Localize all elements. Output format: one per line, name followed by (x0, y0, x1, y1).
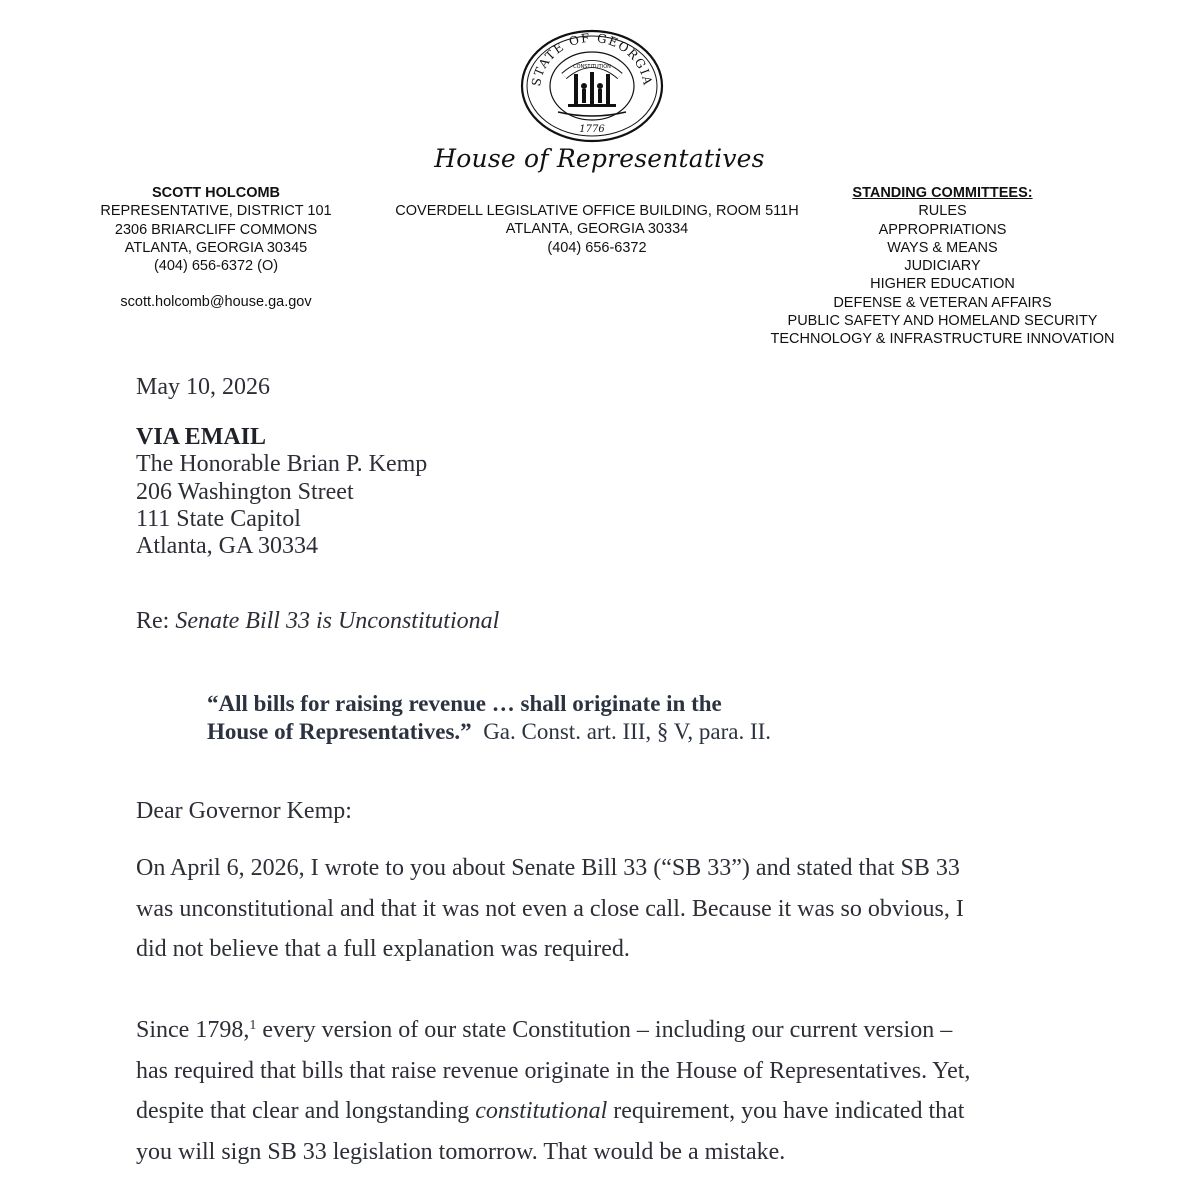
quote-citation: Ga. Const. art. III, § V, para. II. (483, 718, 772, 744)
paragraph-2-text: requirement, you have indicated that (607, 1098, 965, 1124)
subject-prefix: Re: (136, 608, 176, 634)
recipient-building: 111 State Capitol (136, 505, 301, 532)
seal-banner-text: CONSTITUTION (573, 64, 611, 70)
paragraph-2-line: you will sign SB 33 legislation tomorrow. That would be a mistake. (136, 1138, 786, 1165)
standing-committees-block (740, 184, 1145, 349)
subject-text: Senate Bill 33 is Unconstitutional (175, 608, 500, 634)
representative-phone: (404) 656-6372 (O) (153, 258, 279, 275)
constitution-quote (207, 690, 771, 745)
committee-item: PUBLIC SAFETY AND HOMELAND SECURITY (787, 313, 1098, 330)
recipient-name: The Honorable Brian P. Kemp (136, 451, 428, 478)
office-phone: (404) 656-6372 (547, 239, 647, 256)
committee-item: DEFENSE & VETERAN AFFAIRS (833, 294, 1052, 311)
seal-ring-text: STATE OF GEORGIA (529, 30, 655, 88)
letter-date: May 10, 2026 (136, 374, 270, 400)
committee-item: WAYS & MEANS (887, 239, 998, 256)
paragraph-2-line: has required that bills that raise revenue originate in the House of Representatives. Yet, (136, 1057, 971, 1084)
salutation: Dear Governor Kemp: (136, 798, 352, 824)
office-building: COVERDELL LEGISLATIVE OFFICE BUILDING, ROOM 511H (395, 203, 799, 219)
committee-item: RULES (918, 203, 967, 220)
representative-district: REPRESENTATIVE, DISTRICT 101 (100, 203, 332, 220)
paragraph-1-line: was unconstitutional and that it was not even a close call. Because it was so obvious, I (136, 895, 964, 922)
delivery-method: VIA EMAIL (136, 424, 267, 450)
representative-name: SCOTT HOLCOMB (151, 185, 281, 201)
representative-contact-block (62, 184, 370, 312)
representative-email[interactable]: scott.holcomb@house.ga.gov (120, 294, 312, 311)
paragraph-2 (136, 1010, 1076, 1172)
committee-item: APPROPRIATIONS (878, 221, 1007, 238)
committee-item: HIGHER EDUCATION (870, 276, 1015, 293)
georgia-state-seal (518, 28, 666, 144)
representative-city: ATLANTA, GEORGIA 30345 (124, 239, 308, 256)
recipient-street: 206 Washington Street (136, 478, 354, 505)
paragraph-1-line: On April 6, 2026, I wrote to you about Senate Bill 33 (“SB 33”) and stated that SB 33 (136, 855, 960, 881)
paragraph-2-text: every version of our state Constitution – including our current version – (256, 1017, 953, 1043)
seal-year: 1776 (579, 124, 605, 135)
committees-heading: STANDING COMMITTEES: (852, 185, 1033, 201)
paragraph-1 (136, 848, 1076, 970)
committee-item: JUDICIARY (904, 258, 981, 275)
footnote-reference[interactable]: 1 (249, 1018, 257, 1033)
paragraph-1-line: did not believe that a full explanation was required. (136, 936, 630, 962)
house-title: House of Representatives (434, 144, 765, 173)
committee-item: TECHNOLOGY & INFRASTRUCTURE INNOVATION (770, 331, 1115, 348)
paragraph-2-text: Since 1798, (136, 1017, 250, 1043)
paragraph-2-text: despite that clear and longstanding (136, 1098, 476, 1124)
quote-line-1: “All bills for raising revenue … shall originate in the (207, 691, 722, 716)
subject-line (136, 608, 499, 635)
recipient-city: Atlanta, GA 30334 (136, 533, 318, 560)
office-city: ATLANTA, GEORGIA 30334 (505, 221, 689, 238)
representative-street: 2306 BRIARCLIFF COMMONS (114, 221, 318, 238)
recipient-block (136, 424, 427, 560)
quote-line-2: House of Representatives.” (207, 718, 472, 744)
emphasis-constitutional: constitutional (475, 1098, 608, 1124)
